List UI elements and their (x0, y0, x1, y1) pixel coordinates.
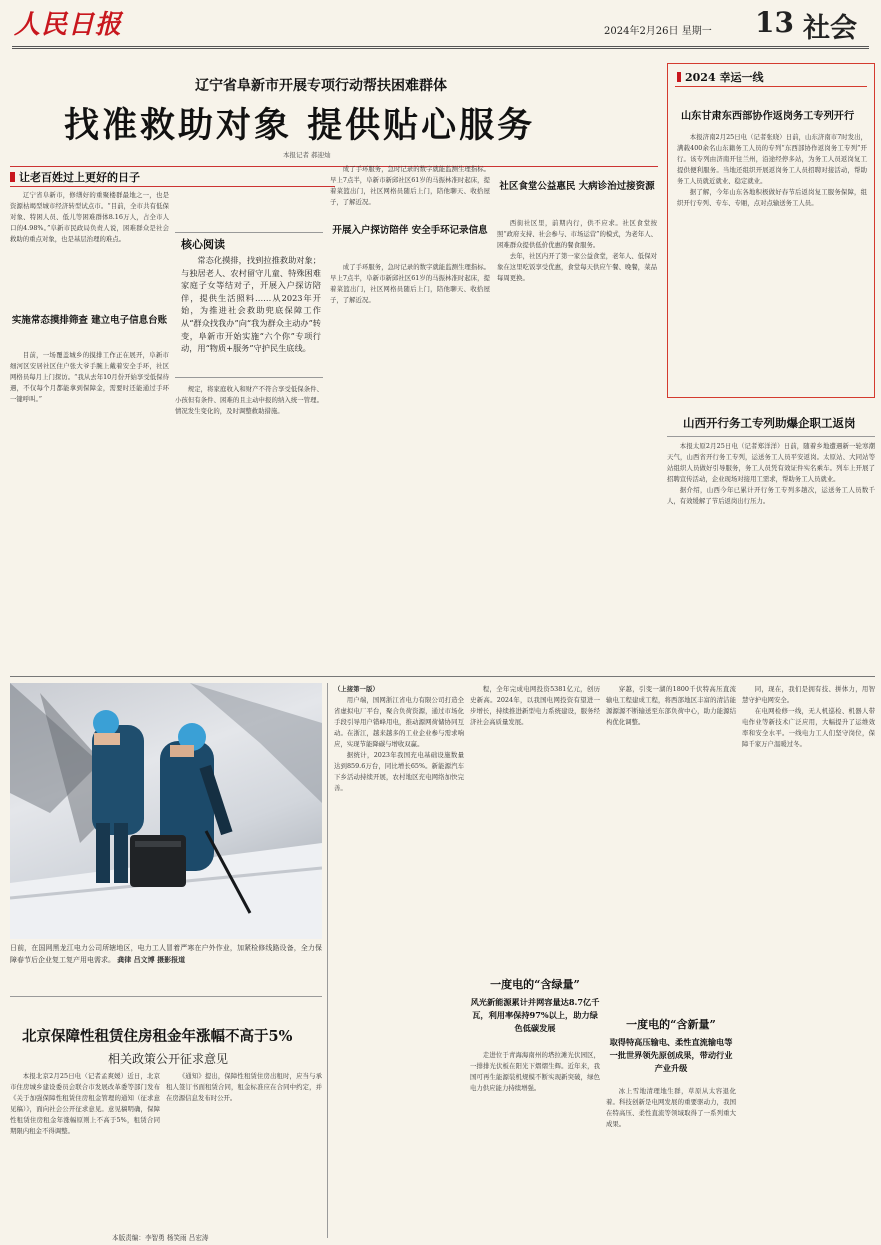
masthead (0, 0, 881, 46)
story3-title: 北京保障性租赁住房租金年涨幅不高于5% (22, 1028, 293, 1045)
lead-sub1-text: 实施常态摸排筛查 建立电子信息台账 (11, 315, 168, 326)
section-divider (10, 676, 875, 677)
story3-col1 (10, 1071, 160, 1231)
story4-divider (327, 683, 328, 1238)
sidebar-tag-text: 2024 幸运一线 (685, 71, 764, 84)
story4-col4-para: 同，现在，我们是拥有技、拼体力，用智慧守护电网安全。 (742, 685, 875, 704)
lead-col4-para: 西街社区里，前期内行，供不应求。社区食堂按照“政府支持、社会参与、市场运营”的模式，为老年人、困难群众提供低价优惠的餐食服务。 (497, 219, 657, 249)
story4-col4-para-2: 在电网检修一线，无人机巡检、机器人带电作业等新技术广泛应用，大幅提升了运维效率和安全水平。一线电力工人们坚守岗位，保障千家万户温暖过冬。 (742, 707, 875, 748)
story2-para: 本报太原2月25日电（记者郑洋洋）日前，随着乡地遭遇新一轮寒潮天气，山西省开行务工专列，运送务工人员平安返岗。太原站、大同站等站组织人员做好引导服务，务工人员凭有效证件实名乘车。列车上开展了招聘宣传活动，企业现场对接用工需求，帮助务工人员就业。 (667, 442, 875, 483)
page-editor-credit: 本版责编：李智勇 杨笑雨 吕宏涛 (112, 1234, 209, 1242)
lead-col3-top (330, 164, 490, 214)
innovation-box-title: 一度电的“含新量” (626, 1018, 716, 1031)
masthead-logo: 人民日报 (14, 10, 123, 40)
lead-sub3-text: 社区食堂公益惠民 大病诊治过接资源 (499, 181, 655, 192)
story4-para-2: 据统计，2023年我国充电基础设施数量达到859.6万台，同比增长65%。新能源汽车下乡活动持续开展，农村地区充电网络加快完善。 (334, 751, 464, 792)
story4-para: 用户端，国网浙江省电力有限公司打造全省虚拟电厂平台，聚合负荷资源，通过市场化手段引导用户错峰用电，推动源网荷储协同互动。在浙江，越来越多的工业企业参与需求响应，实现节能降碳与增收双赢。 (334, 696, 464, 748)
story3-para: 本报北京2月25日电（记者孟爽媛）近日，北京市住房城乡建设委员会联合市发展改革委等部门发布《关于加强保障性租赁住房租金管理的通知（征求意见稿）》，面向社会公开征求意见。意见稿明确，保障性租赁住房租金年涨幅原则上不高于5%，租赁合同期限内租金不得调整。 (10, 1072, 160, 1135)
story2-rule (667, 436, 875, 437)
section-name: 社会 (803, 13, 857, 44)
core-reading-title: 核心阅读 (181, 238, 225, 251)
story2-para-2: 据介绍，山西今年已累计开行务工专列多趟次，运送务工人员数千人，有效缓解了节后返岗出行压力。 (667, 486, 875, 505)
story4-header-line: （上接第一版） (334, 685, 379, 693)
page-number: 13 (755, 6, 794, 39)
lead-col1-para: 辽宁省阜新市，修缮好的重聚楼群最地之一，也是资源枯竭型城市经济转型试点市。“目前，全市共有低保对象、特困人员、低儿等困难群体8.16万人，占全市人口的4.98%。”阜新市民政局负责人说，困难群众是社会救助的重点对象，也是基层治理的难点。 (10, 191, 169, 243)
photo-illustration (10, 683, 322, 939)
core-reading-box (175, 232, 323, 377)
story3-subtitle: 相关政策公开征求意见 (108, 1052, 229, 1066)
green-box (470, 976, 600, 1046)
sidebar-tag-rule (675, 86, 867, 87)
issue-date: 2024年2月26日 星期一 (604, 26, 712, 37)
story2-body (667, 441, 875, 669)
story3-top-rule (10, 996, 322, 997)
lead-kicker: 辽宁省阜新市开展专项行动帮扶困难群体 (195, 78, 447, 94)
sidebar-title: 山东甘肃东西部协作返岗务工专列开行 (681, 110, 855, 122)
lead-col3-para: 成了手环服务，急时记录的数字就能监测生理指标。早上7点半，阜新市新邱社区61岁的马振林准时起床，提着菜篮出门，社区网格员随后上门，陪他聊天、收拾屋子，了解近况。 (330, 165, 490, 206)
core-reading-text: 常态化摸排，找到拉推救助对象；与独居老人、农村留守儿童、特殊困难家庭子女等结对子，开展入户探访陪伴，提供生活照料……从2023年开始，为推进社会救助兜底保障工作从“群众找我办”向“我为群众主动办”转变，阜新市开始实施“六个你”专项行动，用“物质+服务”守护民生底线。 (181, 255, 321, 354)
innovation-box (606, 1016, 736, 1082)
lead-subhead-text: 让老百姓过上更好的日子 (19, 171, 140, 184)
lead-sub2 (330, 224, 490, 238)
lead-col1-top (10, 190, 169, 308)
innovation-box-subtitle: 取得特高压输电、柔性直流输电等一批世界领先原创成果，带动行业产业升级 (609, 1037, 733, 1073)
lead-byline: 本报记者 郝迎灿 (283, 151, 331, 159)
core-reading-rule-bottom (175, 377, 323, 378)
innovation-box-body: 冰上雪地清理地生群，草原从太容退化着。科技创新是电网发展的重要驱动力，我国在特高压、柔性直流等领域取得了一系列重大成果。 (606, 1087, 736, 1128)
story4-col4 (742, 684, 875, 1238)
photo-caption-text: 日前，在国网黑龙江电力公司所辖地区，电力工人冒着严寒在户外作业，加紧检修线路设备，全力保障春节后企业复工复产用电需求。 (10, 944, 322, 964)
story4-col3-top (606, 684, 736, 1004)
lead-subhead-rule (10, 186, 335, 187)
story2-title: 山西开行务工专列助爆企职工返岗 (683, 416, 856, 430)
sidebar-para-2: 据了解，今年山东各地积极做好春节后返岗复工服务保障，组织开行专列、专车、专厢，点对点输送务工人员。 (677, 188, 867, 207)
story3-col2 (166, 1071, 322, 1221)
sidebar-tag (677, 69, 763, 85)
lead-col1b-para: 目前，一场覆盖城乡的摸排工作正在展开，阜新市细河区安居社区住户张大爷手腕上戴着安全手环，社区网格员每月上门探访。“我从去年10月份开始享受低保待遇，不仅每个月都能拿到保障金，需要时还能通过手环一键呼叫。” (10, 351, 169, 403)
story4-col2-bottom (470, 1050, 600, 1238)
news-photo (10, 683, 322, 939)
story4-col3-para: 穿越，引变一湖的1800千伏特高压直流输电工程建成工程，将西部地区丰富的清洁能源源源不断输送至东部负荷中心，助力能源结构优化调整。 (606, 685, 736, 726)
green-box-subtitle: 风光新能源累计并网容量达8.7亿千瓦，利用率保持97%以上，助力绿色低碳发展 (470, 997, 600, 1033)
sidebar-para: 本报济南2月25日电（记者张晓）日前，山东济南市7时发出，满载400余名山东籍务工人员的专列“东西部协作返岗务工专列”开行。该专列由济南开往兰州，沿途经停多站，为务工人员返岗复工提供便利服务。当地还组织开展返岗务工人员招聘对接活动，帮助务工人员就近就业、稳定就业。 (677, 133, 867, 185)
lead-col4 (497, 218, 657, 670)
masthead-rule (12, 46, 869, 47)
story4-col2-top (470, 684, 600, 966)
green-box-body: 走进位于青海海南州的塔拉滩光伏园区，一排排光伏板在阳光下熠熠生辉。近年来，我国可再生能源装机规模不断实现新突破，绿色电力供应能力持续增强。 (470, 1051, 600, 1092)
sidebar-body (677, 132, 867, 390)
photo-caption (10, 943, 322, 985)
story4-col3-bottom (606, 1086, 736, 1238)
lead-sub1 (10, 314, 169, 328)
lead-sub2-text: 开展入户探访陪伴 安全手环记录信息 (332, 225, 488, 236)
lead-col2-para: 规定，将家庭收入和财产不符合享受低保条件、小孩但有条件、困难的且主动申报的纳入统一管理。情况发生变化的，及时调整救助措施。 (175, 385, 323, 415)
core-reading-rule (175, 232, 323, 233)
lead-col1-bottom (10, 350, 169, 670)
story4-col2-para: 程，全年完成电网投资5381亿元，创历史新高。2024年，以我国电网投资有望进一步增长，持续推进新型电力系统建设，服务经济社会高质量发展。 (470, 685, 600, 726)
story3-para-2: 《通知》提出，保障性租赁住房出租时，应当与承租人签订书面租赁合同，租金标准应在合同中约定，并在房源信息发布时公开。 (166, 1072, 322, 1102)
photo-credit: 龚律 吕文博 摄影报道 (117, 955, 186, 964)
lead-col3-bottom (330, 262, 490, 670)
lead-subhead (10, 169, 140, 185)
story4-col1 (334, 684, 464, 1238)
lead-sub3 (497, 180, 657, 194)
subhead-marker (10, 172, 15, 182)
sidebar-tag-marker (677, 72, 681, 82)
lead-col3b-para: 成了手环服务，急时记录的数字就能监测生理指标。早上7点半，阜新市新邱社区61岁的马振林准时起床，提着菜篮出门，社区网格员随后上门，陪他聊天、收拾屋子，了解近况。 (330, 263, 490, 304)
masthead-rule-2 (12, 48, 869, 49)
lead-col2 (175, 384, 323, 670)
lead-headline: 找准救助对象 提供贴心服务 (64, 105, 536, 146)
green-box-title: 一度电的“含绿量” (490, 978, 580, 991)
lead-col4-para-2: 去年，社区内开了第一家公益食堂，老年人、低保对象在这里吃饭享受优惠，食堂每天供应午餐、晚餐，菜品每周更换。 (497, 252, 657, 282)
